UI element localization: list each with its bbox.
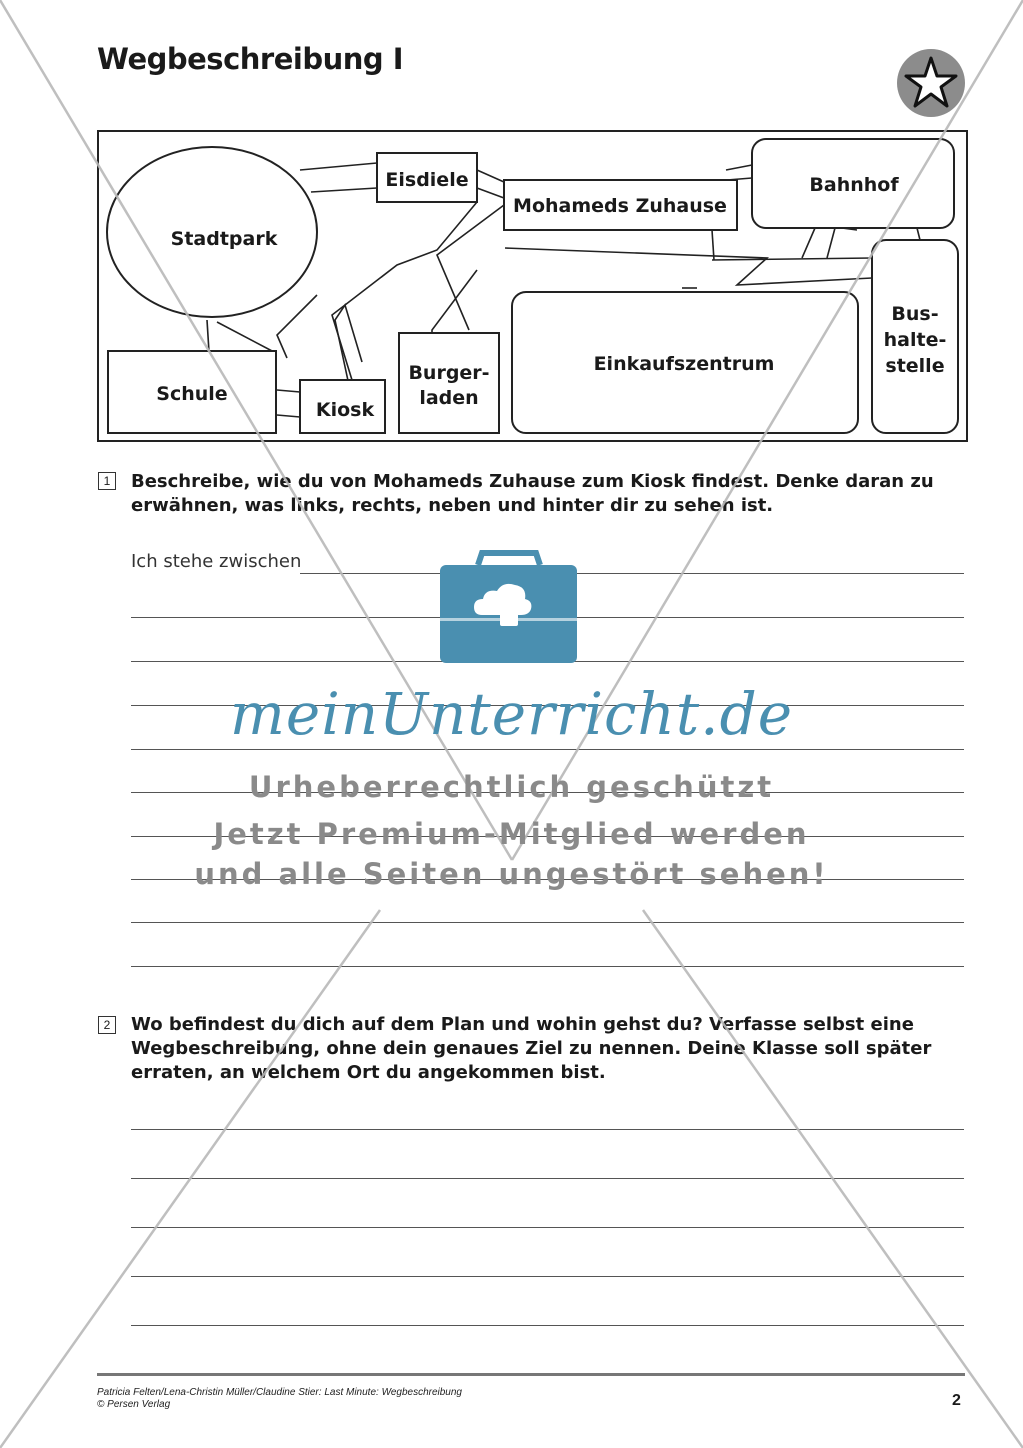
footer-authors: Patricia Felten/Lena-Christin Müller/Claudine Stier: Last Minute: Wegbeschreibung (97, 1387, 462, 1398)
label-burgerladen-1: Burger- (408, 362, 490, 384)
label-bahnhof: Bahnhof (809, 174, 899, 196)
star-level-icon (896, 48, 966, 118)
watermark-premium: Jetzt Premium-Mitglied werden (213, 817, 810, 851)
footer-publisher: © Persen Verlag (97, 1399, 171, 1410)
footer-credits (97, 1387, 462, 1411)
task-number-1: 1 (98, 472, 116, 490)
watermark-copyright: Urheberrechtlich geschützt (248, 770, 775, 804)
writing-line[interactable] (131, 1178, 964, 1179)
label-burgerladen-2: laden (419, 387, 479, 409)
task-1-instructions: Beschreibe, wie du von Mohameds Zuhause zum Kiosk findest. Denke daran zu erwähnen, was links, rechts, neben und hinter dir zu sehen ist. (131, 471, 934, 516)
writing-line[interactable] (131, 661, 964, 662)
label-schule: Schule (156, 383, 228, 405)
label-einkaufszentrum: Einkaufszentrum (593, 353, 775, 375)
street-map (97, 130, 968, 442)
writing-line[interactable] (131, 922, 964, 923)
writing-line[interactable] (300, 573, 964, 574)
label-bushaltestelle-2: halte- (883, 329, 947, 351)
writing-line[interactable] (131, 1325, 964, 1326)
task-2-instructions: Wo befindest du dich auf dem Plan und wohin gehst du? Verfasse selbst eine Wegbeschreibung, ohne dein genaues Ziel zu nennen. Deine Klasse soll später erraten, an welchem Ort du angekommen bist. (131, 1014, 932, 1083)
watermark-logo: meinUnterricht.de (229, 680, 794, 748)
briefcase-icon (440, 553, 577, 663)
writing-line[interactable] (131, 617, 964, 618)
writing-line[interactable] (131, 749, 964, 750)
label-mohameds-zuhause: Mohameds Zuhause (513, 195, 727, 217)
label-kiosk: Kiosk (315, 399, 375, 421)
page-number: 2 (952, 1392, 961, 1409)
label-eisdiele: Eisdiele (385, 169, 469, 191)
writing-line[interactable] (131, 1227, 964, 1228)
label-bushaltestelle-1: Bus- (891, 303, 939, 325)
label-bushaltestelle-3: stelle (885, 355, 945, 377)
footer-rule (97, 1373, 965, 1376)
writing-line[interactable] (131, 1276, 964, 1277)
page-title: Wegbeschreibung I (97, 42, 404, 76)
sentence-starter: Ich stehe zwischen (131, 551, 302, 572)
watermark-premium-2: und alle Seiten ungestört sehen! (194, 857, 829, 891)
writing-line[interactable] (131, 1129, 964, 1130)
writing-line[interactable] (131, 966, 964, 967)
label-stadtpark: Stadtpark (170, 228, 278, 250)
task-number-2: 2 (98, 1016, 116, 1034)
